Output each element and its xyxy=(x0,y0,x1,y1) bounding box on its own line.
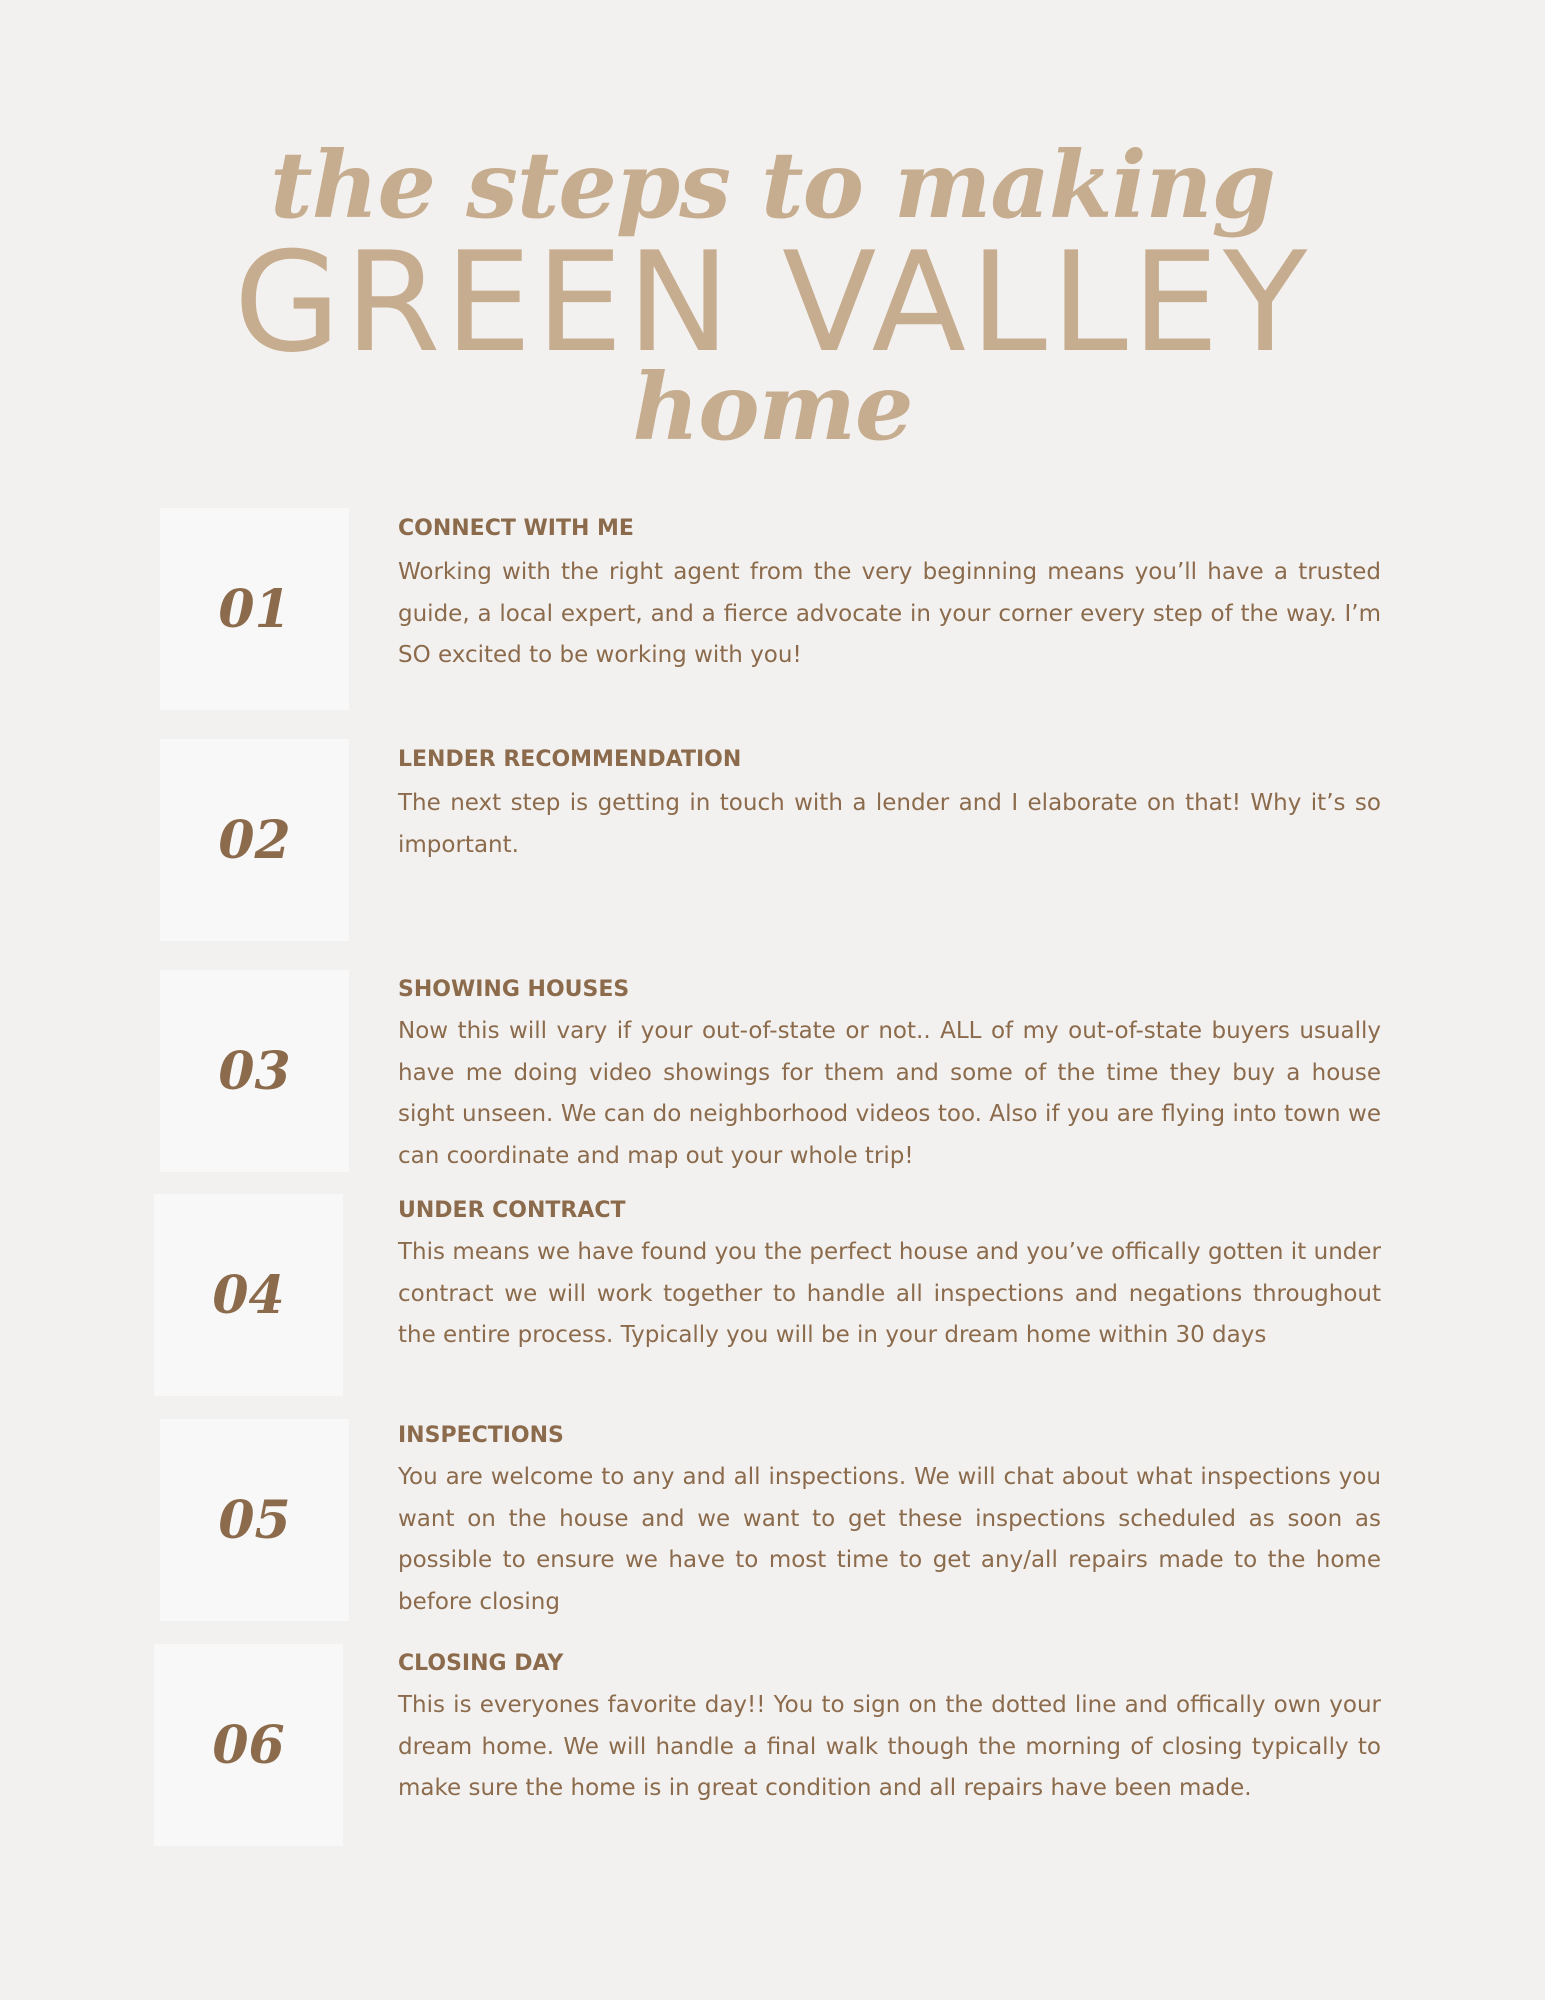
step-title: INSPECTIONS xyxy=(398,1423,564,1448)
step-number: 03 xyxy=(218,1040,291,1102)
step-number-box xyxy=(154,1194,343,1396)
step-body: Now this will vary if your out-of-state or not.. ALL of my out-of-state buyers usually have me doing video showings for them and some of the time they buy a house sight unseen. We can do neighborhood videos too. Also if you are flying into town we can coordinate and map out your whole trip! xyxy=(398,1018,1381,1169)
step-body: You are welcome to any and all inspections. We will chat about what inspections you want on the house and we want to get these inspections scheduled as soon as possible to ensure we have to most time to get any/all repairs made to the home before closing xyxy=(398,1464,1381,1615)
header-subtitle-bottom: home xyxy=(632,353,913,461)
step-title: CLOSING DAY xyxy=(398,1651,564,1676)
step-number-box xyxy=(160,970,349,1172)
step-body: This is everyones favorite day!! You to sign on the dotted line and offically own your dream home. We will handle a final walk though the morning of closing typically to make sure the home is in great condition and all repairs have been made. xyxy=(398,1692,1381,1801)
step-number: 01 xyxy=(218,578,291,640)
header-subtitle-top: the steps to making xyxy=(270,131,1275,239)
step-number: 06 xyxy=(212,1714,285,1776)
step-title: SHOWING HOUSES xyxy=(398,977,630,1002)
step-number-box xyxy=(160,508,349,710)
step-number-box xyxy=(160,739,349,941)
step-number: 02 xyxy=(218,809,291,871)
page-title: GREEN VALLEY xyxy=(233,222,1312,383)
step-title: LENDER RECOMMENDATION xyxy=(398,747,742,772)
step-body: Working with the right agent from the very beginning means you’ll have a trusted guide, a local expert, and a fierce advocate in your corner every step of the way. I’m SO excited to be working with you! xyxy=(398,559,1381,668)
step-number-box xyxy=(154,1644,343,1846)
step-number: 05 xyxy=(218,1489,291,1551)
step-number: 04 xyxy=(212,1264,285,1326)
step-body: The next step is getting in touch with a lender and I elaborate on that! Why it’s so important. xyxy=(398,790,1381,858)
step-title: CONNECT WITH ME xyxy=(398,516,634,541)
step-body: This means we have found you the perfect house and you’ve offically gotten it under contract we will work together to handle all inspections and negations throughout the entire process. Typically you will be in your dream home within 30 days xyxy=(398,1239,1381,1348)
step-number-box xyxy=(160,1419,349,1621)
step-title: UNDER CONTRACT xyxy=(398,1198,626,1223)
